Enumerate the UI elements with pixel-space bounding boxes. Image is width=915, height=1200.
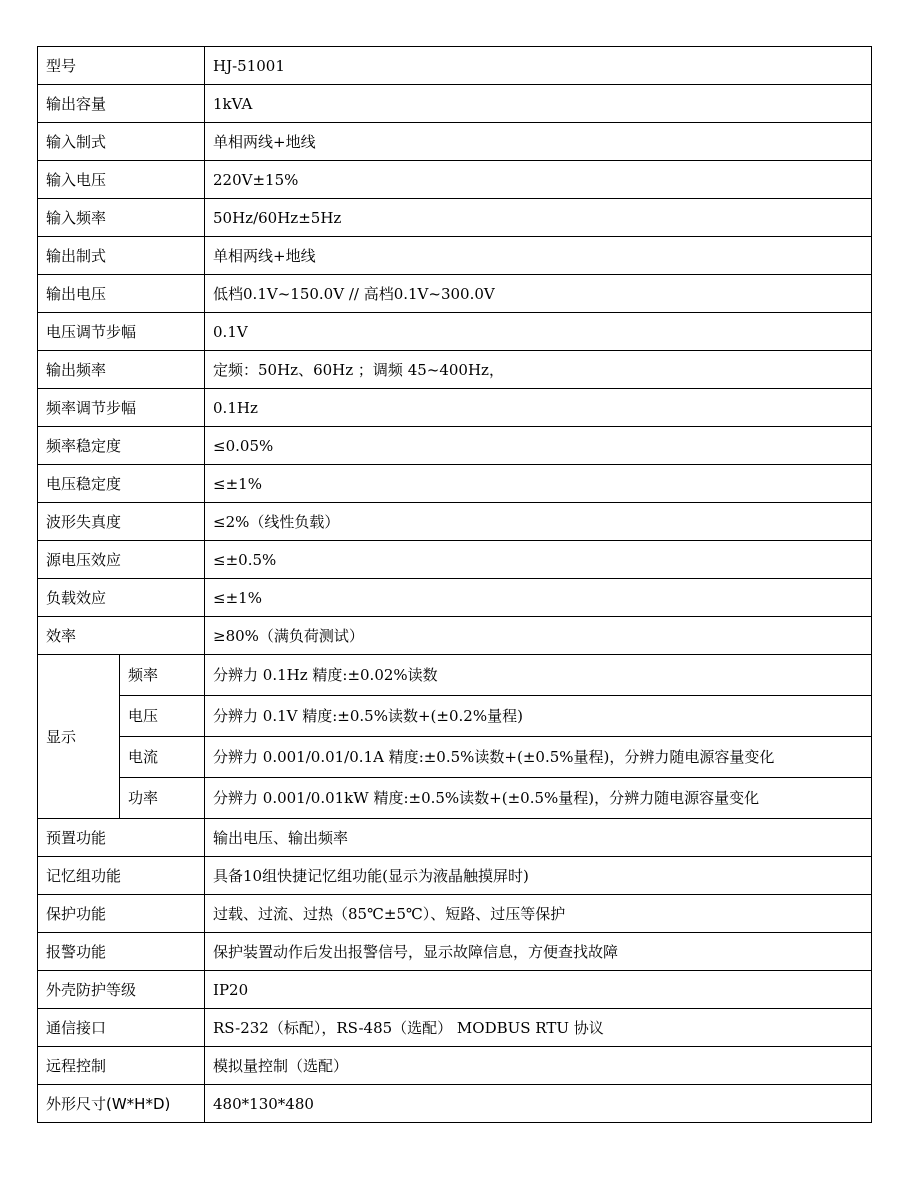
display-sub-label-power: 功率 <box>120 778 205 819</box>
table-row <box>38 778 872 819</box>
table-row <box>38 617 872 655</box>
table-row <box>38 427 872 465</box>
table-row <box>38 237 872 275</box>
row-value-output-voltage: 低档0.1V~150.0V // 高档0.1V~300.0V <box>205 275 872 313</box>
display-group-label: 显示 <box>38 655 120 819</box>
row-label-frequency-step: 频率调节步幅 <box>38 389 205 427</box>
table-row <box>38 85 872 123</box>
row-value-output-frequency: 定频：50Hz、60Hz ；调频 45~400Hz， <box>205 351 872 389</box>
row-label-dimensions: 外形尺寸(W*H*D) <box>38 1085 205 1123</box>
display-sub-label-current: 电流 <box>120 737 205 778</box>
row-value-dimensions: 480*130*480 <box>205 1085 872 1123</box>
row-label-enclosure-protection: 外壳防护等级 <box>38 971 205 1009</box>
row-value-output-system: 单相两线+地线 <box>205 237 872 275</box>
row-value-voltage-stability: ≤±1% <box>205 465 872 503</box>
table-row <box>38 503 872 541</box>
table-row <box>38 1047 872 1085</box>
row-value-load-effect: ≤±1% <box>205 579 872 617</box>
table-row <box>38 1085 872 1123</box>
table-row <box>38 696 872 737</box>
row-label-protection-function: 保护功能 <box>38 895 205 933</box>
row-label-communication-interface: 通信接口 <box>38 1009 205 1047</box>
table-row <box>38 933 872 971</box>
row-value-output-capacity: 1kVA <box>205 85 872 123</box>
row-label-source-voltage-effect: 源电压效应 <box>38 541 205 579</box>
row-value-input-frequency: 50Hz/60Hz±5Hz <box>205 199 872 237</box>
row-value-protection-function: 过载、过流、过热（85℃±5℃）、短路、过压等保护 <box>205 895 872 933</box>
row-label-voltage-stability: 电压稳定度 <box>38 465 205 503</box>
row-label-preset-function: 预置功能 <box>38 819 205 857</box>
table-row <box>38 971 872 1009</box>
row-label-input-voltage: 输入电压 <box>38 161 205 199</box>
table-row <box>38 389 872 427</box>
spec-table <box>37 46 872 1123</box>
table-row <box>38 313 872 351</box>
row-label-memory-function: 记忆组功能 <box>38 857 205 895</box>
row-value-model: HJ-51001 <box>205 47 872 85</box>
display-value-voltage: 分辨力 0.1V 精度:±0.5%读数+(±0.2%量程) <box>205 696 872 737</box>
row-label-load-effect: 负载效应 <box>38 579 205 617</box>
row-label-frequency-stability: 频率稳定度 <box>38 427 205 465</box>
row-value-voltage-step: 0.1V <box>205 313 872 351</box>
table-row <box>38 857 872 895</box>
row-label-efficiency: 效率 <box>38 617 205 655</box>
row-label-output-system: 输出制式 <box>38 237 205 275</box>
row-label-output-capacity: 输出容量 <box>38 85 205 123</box>
table-row <box>38 737 872 778</box>
table-row <box>38 541 872 579</box>
table-row <box>38 579 872 617</box>
row-label-remote-control: 远程控制 <box>38 1047 205 1085</box>
display-sub-label-voltage: 电压 <box>120 696 205 737</box>
table-row <box>38 275 872 313</box>
row-label-output-voltage: 输出电压 <box>38 275 205 313</box>
row-value-frequency-stability: ≤0.05% <box>205 427 872 465</box>
row-value-communication-interface: RS-232（标配），RS-485（选配） MODBUS RTU 协议 <box>205 1009 872 1047</box>
row-value-alarm-function: 保护装置动作后发出报警信号，显示故障信息，方便查找故障 <box>205 933 872 971</box>
table-row <box>38 819 872 857</box>
row-value-frequency-step: 0.1Hz <box>205 389 872 427</box>
display-value-current: 分辨力 0.001/0.01/0.1A 精度:±0.5%读数+(±0.5%量程)，分辨力随电源容量变化 <box>205 737 872 778</box>
row-value-input-voltage: 220V±15% <box>205 161 872 199</box>
table-row <box>38 1009 872 1047</box>
table-row <box>38 161 872 199</box>
table-row <box>38 895 872 933</box>
table-row <box>38 123 872 161</box>
display-value-frequency: 分辨力 0.1Hz 精度:±0.02%读数 <box>205 655 872 696</box>
display-sub-label-frequency: 频率 <box>120 655 205 696</box>
table-row <box>38 351 872 389</box>
row-label-voltage-step: 电压调节步幅 <box>38 313 205 351</box>
row-value-source-voltage-effect: ≤±0.5% <box>205 541 872 579</box>
row-label-model: 型号 <box>38 47 205 85</box>
table-row <box>38 47 872 85</box>
row-value-waveform-distortion: ≤2%（线性负载） <box>205 503 872 541</box>
row-value-memory-function: 具备10组快捷记忆组功能(显示为液晶触摸屏时) <box>205 857 872 895</box>
display-value-power: 分辨力 0.001/0.01kW 精度:±0.5%读数+(±0.5%量程)，分辨力随电源容量变化 <box>205 778 872 819</box>
row-label-input-system: 输入制式 <box>38 123 205 161</box>
row-value-input-system: 单相两线+地线 <box>205 123 872 161</box>
table-row <box>38 465 872 503</box>
row-label-alarm-function: 报警功能 <box>38 933 205 971</box>
table-row <box>38 199 872 237</box>
row-value-efficiency: ≥80%（满负荷测试） <box>205 617 872 655</box>
row-label-output-frequency: 输出频率 <box>38 351 205 389</box>
row-value-enclosure-protection: IP20 <box>205 971 872 1009</box>
row-label-waveform-distortion: 波形失真度 <box>38 503 205 541</box>
row-label-input-frequency: 输入频率 <box>38 199 205 237</box>
row-value-preset-function: 输出电压、输出频率 <box>205 819 872 857</box>
row-value-remote-control: 模拟量控制（选配） <box>205 1047 872 1085</box>
table-row <box>38 655 872 696</box>
